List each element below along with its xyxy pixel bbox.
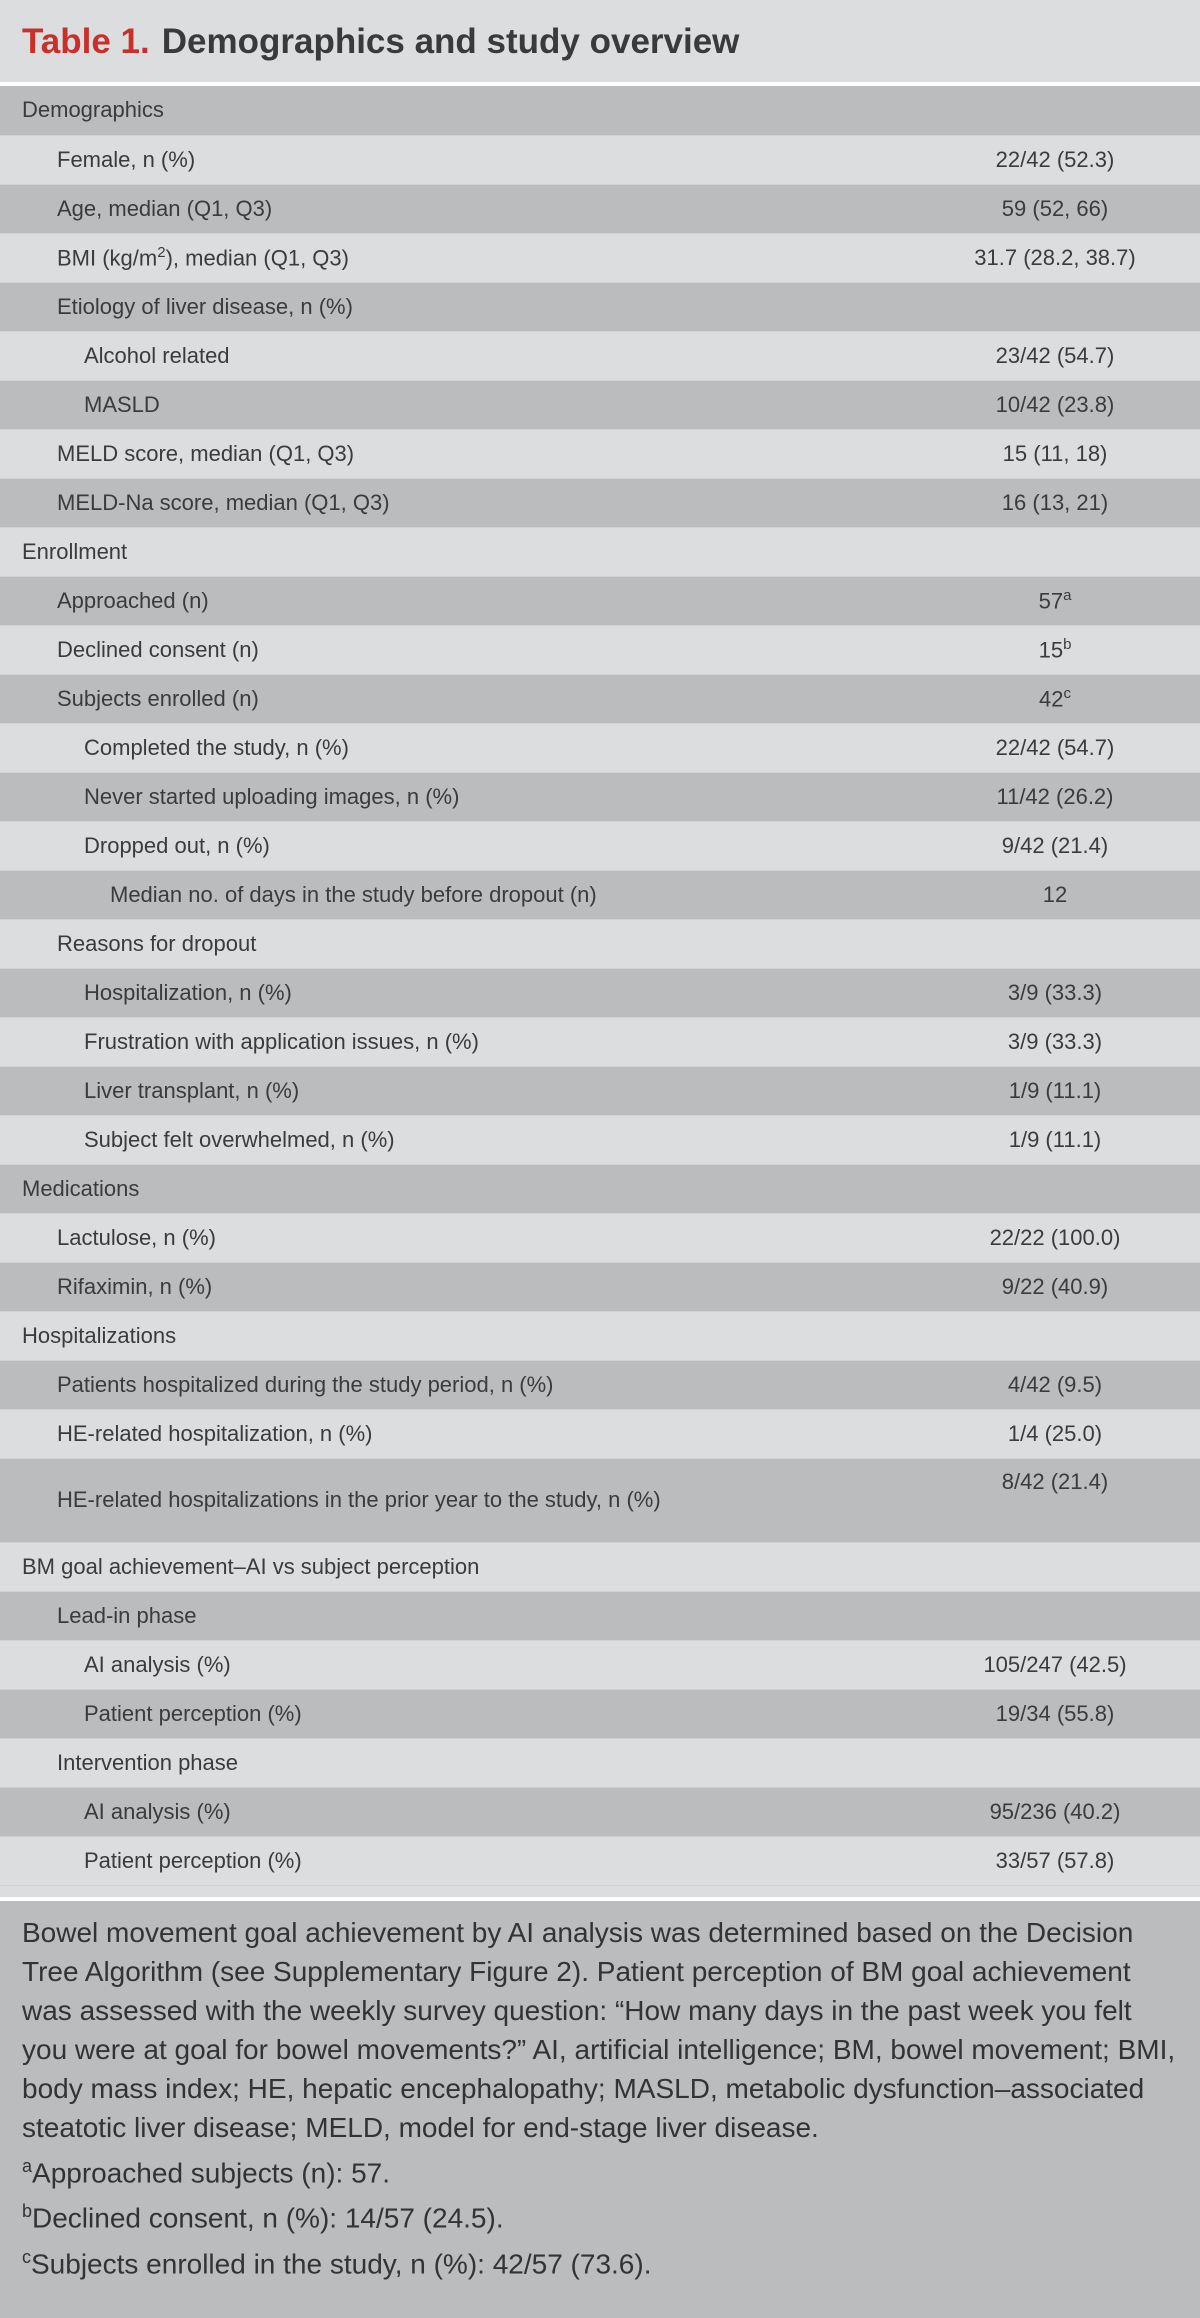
row-label: Hospitalization, n (%) (0, 968, 890, 1017)
row-label: Medications (0, 1164, 890, 1213)
table-footnote (0, 1897, 1200, 2318)
footnote-mark: c (22, 2246, 31, 2267)
row-label: Demographics (0, 86, 890, 135)
table-row (0, 1066, 1200, 1115)
section-row (0, 1311, 1200, 1360)
row-label: Never started uploading images, n (%) (0, 772, 890, 821)
table-row (0, 723, 1200, 772)
row-value: 16 (13, 21) (890, 478, 1200, 527)
value-text: 15 (1038, 637, 1064, 663)
footnote-text: Approached subjects (n): 57. (32, 2157, 390, 2189)
row-label-text: HE-related hospitalizations in the prior year to the study, n (%) (57, 1487, 661, 1512)
table-label: Table 1. (22, 22, 150, 61)
row-value: 22/42 (52.3) (890, 135, 1200, 184)
row-label-post: ), median (Q1, Q3) (165, 245, 349, 271)
row-label: Dropped out, n (%) (0, 821, 890, 870)
row-label (0, 1458, 890, 1542)
row-label: Lactulose, n (%) (0, 1213, 890, 1262)
table-row (0, 1787, 1200, 1836)
row-label: Lead-in phase (0, 1591, 890, 1640)
row-value (890, 1311, 1200, 1360)
table-row (0, 1017, 1200, 1066)
footnote-text: Declined consent, n (%): 14/57 (24.5). (32, 2202, 504, 2234)
table-row (0, 429, 1200, 478)
row-value (890, 1542, 1200, 1591)
table-title (0, 0, 1200, 86)
footnote-c (22, 2238, 1178, 2283)
table-row (0, 1360, 1200, 1409)
row-value (890, 282, 1200, 331)
row-label: Subjects enrolled (n) (0, 674, 890, 723)
row-label: BM goal achievement–AI vs subject perception (0, 1542, 890, 1591)
data-table (0, 86, 1200, 1886)
row-value: 59 (52, 66) (890, 184, 1200, 233)
row-label: Age, median (Q1, Q3) (0, 184, 890, 233)
row-value: 3/9 (33.3) (890, 968, 1200, 1017)
section-row (0, 86, 1200, 135)
row-label: Patients hospitalized during the study period, n (%) (0, 1360, 890, 1409)
row-value (890, 674, 1200, 723)
section-row (0, 1542, 1200, 1591)
value-text: 42 (1039, 686, 1064, 712)
row-value: 1/4 (25.0) (890, 1409, 1200, 1458)
table-row (0, 478, 1200, 527)
footnote-a (22, 2147, 1178, 2192)
row-label: Hospitalizations (0, 1311, 890, 1360)
table-row (0, 576, 1200, 625)
table-row (0, 1591, 1200, 1640)
row-label: Enrollment (0, 527, 890, 576)
value-text: 57 (1038, 588, 1064, 614)
row-value: 31.7 (28.2, 38.7) (890, 233, 1200, 282)
row-label: Completed the study, n (%) (0, 723, 890, 772)
row-value (890, 86, 1200, 135)
row-value (890, 919, 1200, 968)
row-value (890, 1164, 1200, 1213)
table-row (0, 1689, 1200, 1738)
row-label: Rifaximin, n (%) (0, 1262, 890, 1311)
table-row (0, 331, 1200, 380)
row-value: 33/57 (57.8) (890, 1836, 1200, 1885)
table-row (0, 1213, 1200, 1262)
table-row (0, 282, 1200, 331)
row-value: 1/9 (11.1) (890, 1115, 1200, 1164)
row-value: 4/42 (9.5) (890, 1360, 1200, 1409)
row-value: 10/42 (23.8) (890, 380, 1200, 429)
row-value: 15 (11, 18) (890, 429, 1200, 478)
row-label: Patient perception (%) (0, 1689, 890, 1738)
table-row (0, 1115, 1200, 1164)
row-value: 9/42 (21.4) (890, 821, 1200, 870)
superscript: c (1063, 684, 1071, 702)
row-label: MELD score, median (Q1, Q3) (0, 429, 890, 478)
row-value: 9/22 (40.9) (890, 1262, 1200, 1311)
table-row (0, 821, 1200, 870)
footnote-mark: a (22, 2156, 33, 2176)
row-label: MASLD (0, 380, 890, 429)
table-heading: Demographics and study overview (161, 22, 740, 61)
row-label: Alcohol related (0, 331, 890, 380)
superscript: b (1063, 635, 1072, 653)
row-value: 8/42 (21.4) (890, 1458, 1200, 1542)
row-value: 12 (890, 870, 1200, 919)
table-row (0, 968, 1200, 1017)
row-label: Etiology of liver disease, n (%) (0, 282, 890, 331)
row-value: 1/9 (11.1) (890, 1066, 1200, 1115)
table-row (0, 184, 1200, 233)
table-row (0, 625, 1200, 674)
row-label: Subject felt overwhelmed, n (%) (0, 1115, 890, 1164)
row-label: MELD-Na score, median (Q1, Q3) (0, 478, 890, 527)
table-row (0, 1738, 1200, 1787)
row-label: Liver transplant, n (%) (0, 1066, 890, 1115)
table-row (0, 1458, 1200, 1542)
footnote-b (22, 2192, 1178, 2237)
row-label: Patient perception (%) (0, 1836, 890, 1885)
table-row (0, 1262, 1200, 1311)
row-label: Declined consent (n) (0, 625, 890, 674)
row-label: Reasons for dropout (0, 919, 890, 968)
section-row (0, 1164, 1200, 1213)
table-row (0, 772, 1200, 821)
row-value: 95/236 (40.2) (890, 1787, 1200, 1836)
superscript: a (1063, 586, 1072, 604)
table-row (0, 233, 1200, 282)
row-label: Median no. of days in the study before dropout (n) (0, 870, 890, 919)
table-row (0, 919, 1200, 968)
table-row (0, 870, 1200, 919)
row-label: Frustration with application issues, n (%) (0, 1017, 890, 1066)
footnote-main: Bowel movement goal achievement by AI analysis was determined based on the Decision Tree Algorithm (see Supplementary Figure 2). Patient perception of BM goal achievement was assessed with the weekly survey question: “How many days in the past week you felt you were at goal for bowel movements?” AI, artificial intelligence; BM, bowel movement; BMI, body mass index; HE, hepatic encephalopathy; MASLD, metabolic dysfunction–associated steatotic liver disease; MELD, model for end-stage liver disease. (22, 1917, 1176, 2143)
row-label: HE-related hospitalization, n (%) (0, 1409, 890, 1458)
table-row (0, 1836, 1200, 1885)
table-row (0, 674, 1200, 723)
row-label: Intervention phase (0, 1738, 890, 1787)
row-value (890, 1738, 1200, 1787)
row-label-pre: BMI (kg/m (57, 245, 158, 271)
table-row (0, 1640, 1200, 1689)
table-row (0, 1409, 1200, 1458)
row-value: 22/42 (54.7) (890, 723, 1200, 772)
row-value: 22/22 (100.0) (890, 1213, 1200, 1262)
section-row (0, 527, 1200, 576)
row-value: 23/42 (54.7) (890, 331, 1200, 380)
row-value (890, 527, 1200, 576)
row-value (890, 576, 1200, 625)
row-label: Female, n (%) (0, 135, 890, 184)
footnote-mark: b (22, 2201, 33, 2222)
row-value: 3/9 (33.3) (890, 1017, 1200, 1066)
row-value (890, 1591, 1200, 1640)
table-row (0, 380, 1200, 429)
table-row (0, 135, 1200, 184)
row-value: 11/42 (26.2) (890, 772, 1200, 821)
footnote-text: Subjects enrolled in the study, n (%): 42/57 (73.6). (31, 2247, 652, 2279)
row-label (0, 233, 890, 282)
superscript: 2 (157, 243, 166, 261)
row-value: 19/34 (55.8) (890, 1689, 1200, 1738)
row-value: 105/247 (42.5) (890, 1640, 1200, 1689)
row-value (890, 625, 1200, 674)
row-label: AI analysis (%) (0, 1787, 890, 1836)
row-label: Approached (n) (0, 576, 890, 625)
row-label: AI analysis (%) (0, 1640, 890, 1689)
